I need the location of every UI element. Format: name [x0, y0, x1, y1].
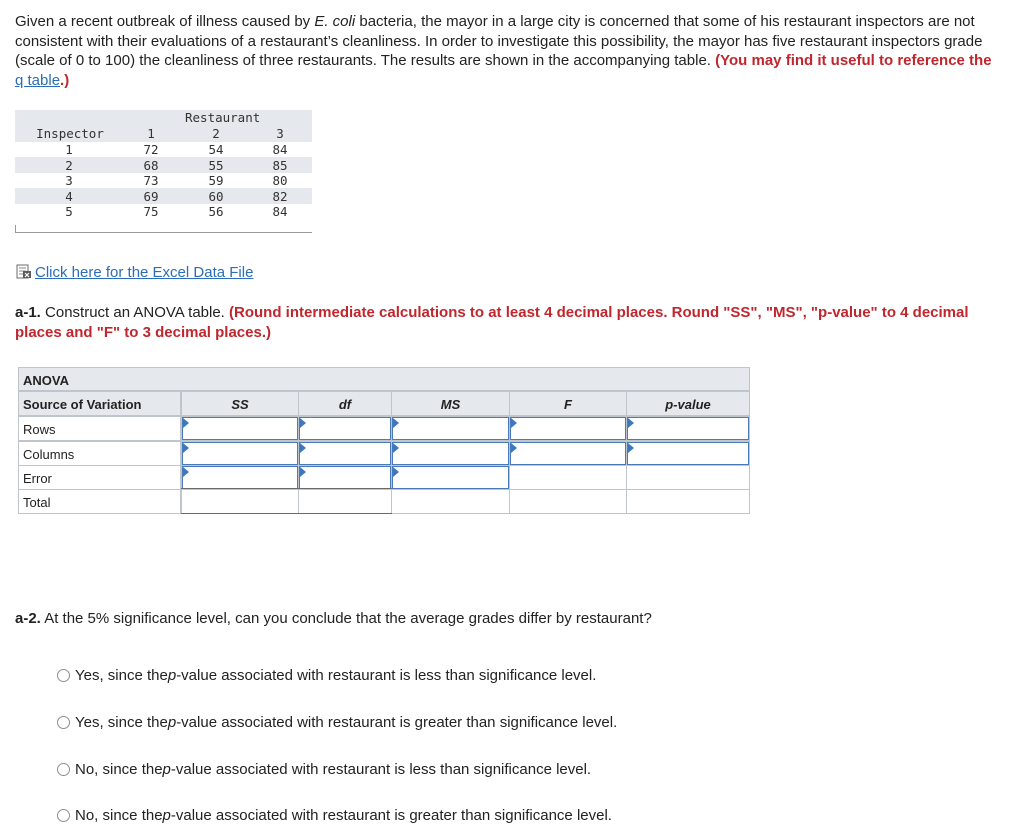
excel-file-icon — [16, 264, 32, 283]
question-a1 — [15, 303, 1005, 342]
inspector-3: 3 — [65, 173, 73, 188]
cell-5-1: 75 — [143, 204, 159, 219]
cell-3-3: 80 — [272, 173, 288, 188]
question-a2-label: a-2. — [15, 610, 41, 627]
anova-table — [18, 367, 751, 515]
cell-5-2: 56 — [208, 204, 224, 219]
inspector-header: Inspector — [36, 126, 104, 141]
rounding-instruction: (Round intermediate calculations to at least 4 decimal places. Round "SS", "MS", "p-value" to 4 decimal places and "F" to 3 decimal places.) — [15, 304, 969, 341]
header-f: F — [509, 391, 627, 416]
cell-1-2: 54 — [208, 142, 224, 157]
cell-1-1: 72 — [143, 142, 159, 157]
error-ms-input[interactable] — [392, 466, 509, 489]
source-rows: Rows — [18, 416, 181, 441]
q-table-link[interactable]: q table — [15, 71, 61, 89]
inspector-5: 5 — [65, 204, 73, 219]
hint-text: (You may find it useful to reference the q table.) — [15, 52, 992, 89]
error-ss-input[interactable] — [182, 466, 298, 489]
rows-ms-input[interactable] — [392, 417, 509, 440]
question-a1-text: Construct an ANOVA table. — [40, 304, 230, 321]
error-df-input[interactable] — [299, 466, 391, 489]
sum-line — [181, 488, 392, 489]
total-double-line — [181, 513, 392, 514]
restaurant-group-header: Restaurant — [185, 110, 261, 125]
col-header-1: 1 — [147, 126, 155, 141]
excel-data-link[interactable] — [16, 264, 253, 283]
rows-f-input[interactable] — [510, 417, 626, 440]
cell-2-1: 68 — [143, 157, 159, 173]
option-no-greater[interactable]: No, since the p -value associated with restaurant is greater than significance level. — [57, 805, 612, 825]
intro-text-1: Given a recent outbreak of illness caused by — [15, 13, 315, 30]
col-header-2: 2 — [212, 126, 220, 141]
header-p-value: p-value — [626, 391, 750, 416]
problem-statement — [15, 12, 1000, 90]
columns-df-input[interactable] — [299, 442, 391, 465]
radio-button[interactable] — [57, 763, 70, 776]
columns-f-input[interactable] — [510, 442, 626, 465]
inspector-2: 2 — [65, 157, 73, 173]
cell-4-3: 82 — [272, 188, 288, 204]
inspector-4: 4 — [65, 188, 73, 204]
question-a1-label: a-1. — [15, 304, 41, 321]
cell-2-2: 55 — [208, 157, 224, 173]
columns-ss-input[interactable] — [182, 442, 298, 465]
source-columns: Columns — [18, 441, 181, 466]
question-a2-text: At the 5% significance level, can you conclude that the average grades differ by restaurant? — [40, 610, 652, 627]
header-df: df — [298, 391, 392, 416]
cell-2-3: 85 — [272, 157, 288, 173]
cell-1-3: 84 — [272, 142, 288, 157]
cell-3-2: 59 — [208, 173, 224, 188]
inspector-1: 1 — [65, 142, 73, 157]
radio-button[interactable] — [57, 809, 70, 822]
radio-button[interactable] — [57, 669, 70, 682]
rows-df-input[interactable] — [299, 417, 391, 440]
option-yes-greater[interactable]: Yes, since the p -value associated with restaurant is greater than significance level. — [57, 712, 617, 732]
option-yes-less[interactable]: Yes, since the p -value associated with restaurant is less than significance level. — [57, 665, 596, 685]
excel-link-text: Click here for the Excel Data File — [35, 264, 254, 281]
col-header-3: 3 — [276, 126, 284, 141]
columns-p-value-input[interactable] — [627, 442, 749, 465]
columns-ms-input[interactable] — [392, 442, 509, 465]
data-table — [15, 110, 312, 235]
rows-ss-input[interactable] — [182, 417, 298, 440]
header-source-of-variation: Source of Variation — [18, 391, 181, 416]
header-ms: MS — [391, 391, 510, 416]
intro-text-2: bacteria, the mayor in a large city is concerned that some of his restaurant inspectors are not consistent with their evaluations of a restaurant’s cleanliness. In order to investigate this possibility, the mayor has five restaurant inspectors grade (scale of 0 to 100) the cleanliness of three restaurants. The results are shown in the accompanying table. — [15, 13, 983, 69]
cell-3-1: 73 — [143, 173, 159, 188]
cell-4-1: 69 — [143, 188, 159, 204]
data-table-divider — [15, 232, 312, 233]
radio-button[interactable] — [57, 716, 70, 729]
anova-title: ANOVA — [18, 367, 750, 391]
question-a2 — [15, 610, 652, 627]
cell-5-3: 84 — [272, 204, 288, 219]
source-total: Total — [18, 489, 181, 514]
cell-4-2: 60 — [208, 188, 224, 204]
header-ss: SS — [181, 391, 299, 416]
option-no-less[interactable]: No, since the p -value associated with restaurant is less than significance level. — [57, 759, 591, 779]
source-error: Error — [18, 465, 181, 490]
intro-ecoli: E. coli — [314, 13, 356, 30]
rows-p-value-input[interactable] — [627, 417, 749, 440]
